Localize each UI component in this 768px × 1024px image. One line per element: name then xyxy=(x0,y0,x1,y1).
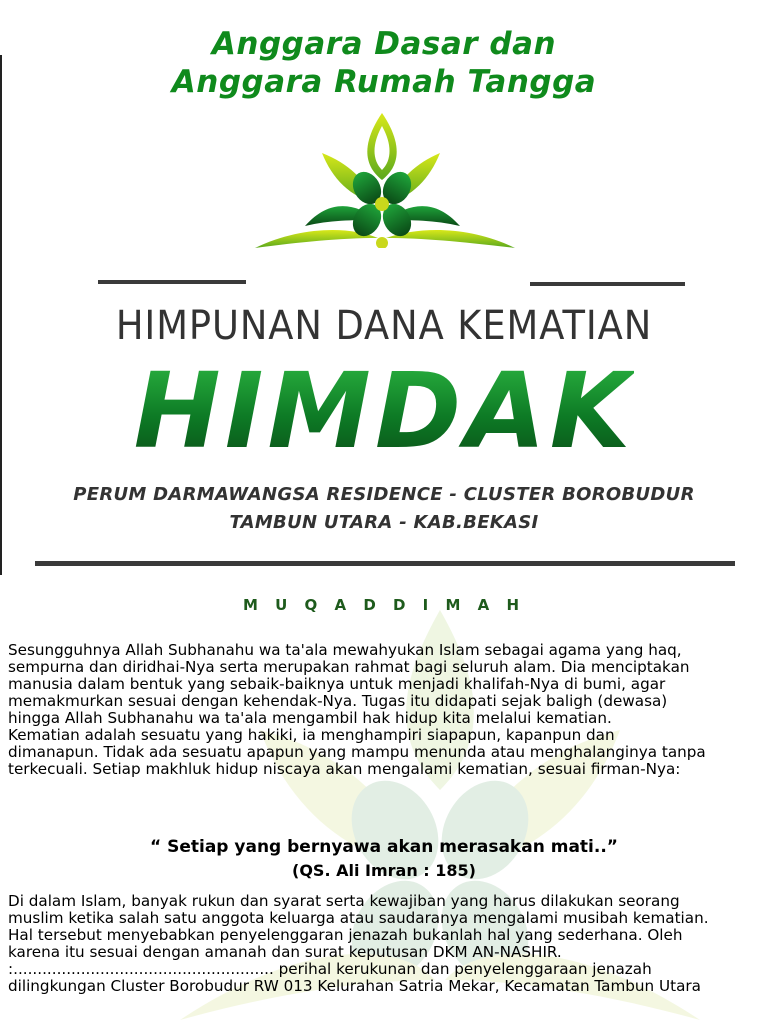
text-line: dimanapun. Tidak ada sesuatu apapun yang mampu menunda atau menghalanginya tanpa xyxy=(8,743,706,761)
text-line: manusia dalam bentuk yang sebaik-baiknya untuk menjadi khalifah-Nya di bumi, agar xyxy=(8,675,666,693)
logo-rule-right xyxy=(530,282,685,286)
paragraph-intro xyxy=(8,642,764,778)
org-name: HIMPUNAN DANA KEMATIAN xyxy=(115,303,653,349)
text-line: Hal tersebut menyebabkan penyelenggaran jenazah bukanlah hal yang sederhana. Oleh xyxy=(8,926,683,944)
text-line: karena itu sesuai dengan amanah dan surat keputusan DKM AN-NASHIR. xyxy=(8,943,562,961)
text-line: Sesungguhnya Allah Subhanahu wa ta'ala mewahyukan Islam sebagai agama yang haq, xyxy=(8,641,682,659)
text-line: :...................................................... perihal kerukunan dan penyelenggaraan jenazah xyxy=(8,960,652,978)
text-line: memakmurkan sesuai dengan kehendak-Nya. Tugas itu didapati sejak baligh (dewasa) xyxy=(8,692,668,710)
paragraph-second xyxy=(8,893,764,995)
text-line: Di dalam Islam, banyak rukun dan syarat serta kewajiban yang harus dilakukan seorang xyxy=(8,892,680,910)
verse-reference: (QS. Ali Imran : 185) xyxy=(292,861,476,880)
document-title-line1: Anggara Dasar dan xyxy=(211,26,557,62)
flower-emblem-icon xyxy=(60,108,720,248)
text-line: sempurna dan diridhai-Nya serta merupakan rahmat bagi seluruh alam. Dia menciptakan xyxy=(8,658,690,676)
text-line: Kematian adalah sesuatu yang hakiki, ia menghampiri siapapun, kapanpun dan xyxy=(8,726,615,744)
text-line: muslim ketika salah satu anggota keluarga atau saudaranya mengalami musibah kematian. xyxy=(8,909,709,927)
section-title: M U Q A D D I M A H xyxy=(242,596,526,614)
text-line: dilingkungan Cluster Borobudur RW 013 Kelurahan Satria Mekar, Kecamatan Tambun Utara xyxy=(8,977,701,995)
quran-quote: “ Setiap yang bernyawa akan merasakan mati..” xyxy=(150,837,618,857)
org-acronym xyxy=(0,350,768,472)
header-bottom-rule xyxy=(35,561,735,566)
logo-rule-left xyxy=(98,280,246,284)
org-address-line1: PERUM DARMAWANGSA RESIDENCE - CLUSTER BOROBUDUR xyxy=(73,484,695,505)
document-title-line2: Anggara Rumah Tangga xyxy=(171,64,597,100)
org-address-line2: TAMBUN UTARA - KAB.BEKASI xyxy=(229,512,539,533)
text-line: hingga Allah Subhanahu wa ta'ala mengambil hak hidup kita melalui kematian. xyxy=(8,709,612,727)
text-line: terkecuali. Setiap makhluk hidup niscaya akan mengalami kematian, sesuai firman-Nya: xyxy=(8,760,681,778)
org-acronym-text: HIMDAK xyxy=(133,350,635,472)
